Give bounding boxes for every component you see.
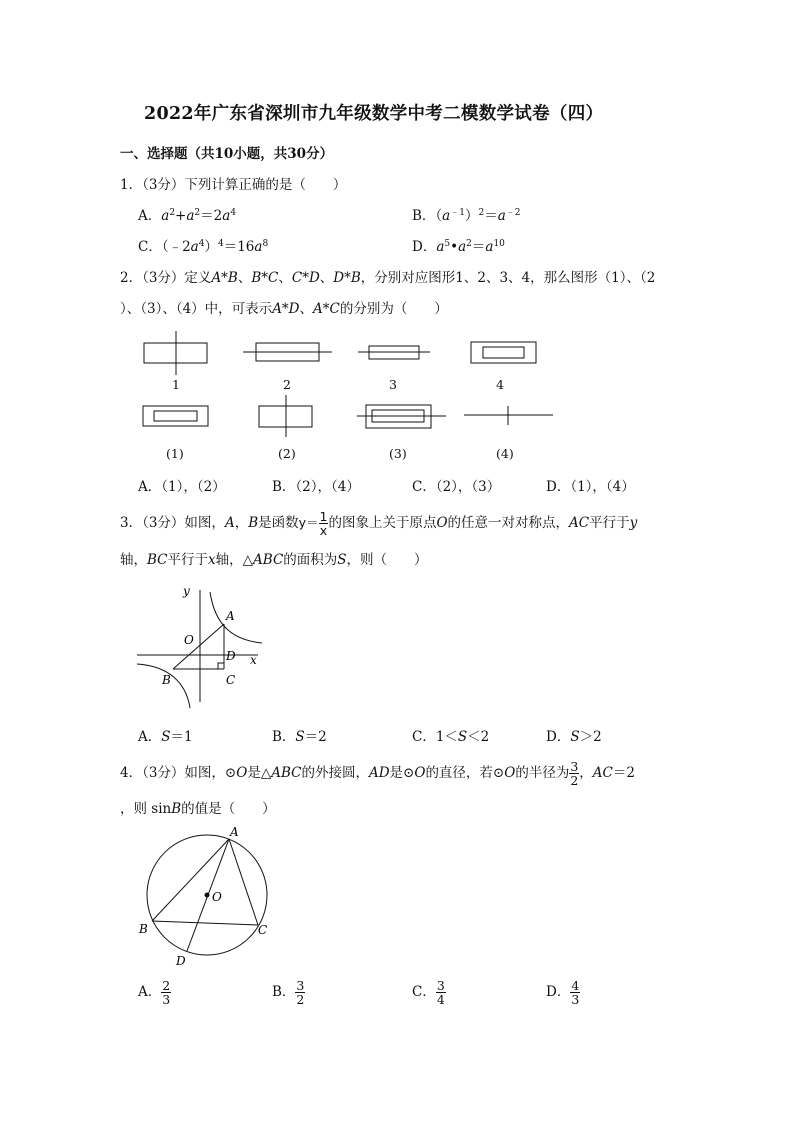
q2-fig-label-1: 1 [172,377,180,392]
q3-function-fraction: $\frac{1}{x}$ [319,509,328,538]
q2-fig-label-2: 2 [283,377,291,392]
q3-stem-line1: 3．（3分）如图，A，B是函数y＝ $\frac{1}{x}$ 的图象上关于原点O的任意一对对称点，AC平行于y [120,509,638,538]
q2-fig-label-(1): (1) [166,446,184,461]
q3-label-o: O [184,633,194,647]
q4-segment-ac [229,839,258,925]
q2-fig-label-(3): (3) [389,446,407,461]
q3-option-c: C．1＜S＜2 [412,729,490,745]
q3-option-a: A．S＝1 [138,729,193,745]
q4-option-b: B． $\frac{3}{2}$ [272,978,305,1007]
q3-label-d: D [226,649,236,663]
q3-label-y: y [183,584,190,598]
q4-segment-ab [152,839,229,921]
q1-option-d: D．$a^5•a^2=a^{10}$ [412,239,505,255]
q2-fig-label-(2): (2) [278,446,296,461]
q1-option-c: C．$(﹣2a^4)^4=16a^8$ [138,239,269,255]
q4-radius-fraction: $\frac{3}{2}$ [570,759,579,788]
q4-option-d: D． $\frac{4}{3}$ [546,978,580,1007]
q2-option-d: D．（1），（4） [546,479,635,495]
q4-label-c: C [258,923,268,937]
q2-stem-line1: 2．（3分）定义A*B、B*C、C*D、D*B，分别对应图形1、2、3、4，那么图形（1）、（2 [120,270,656,286]
q3-option-d: D．S＞2 [546,729,602,745]
q2-option-c: C．（2），（3） [412,479,501,495]
q3-stem-line2: 轴，BC平行于x轴，△ABC的面积为S，则（ ） [120,552,428,568]
q3-label-x: x [250,653,257,667]
q4-label-o: O [212,890,222,904]
q4-segment-bc [152,921,258,925]
q4-option-c: C． $\frac{3}{4}$ [412,978,445,1007]
q4-label-b: B [139,922,148,936]
q4-center-point [205,893,210,898]
q1-option-a: A．$a^2+a^2=2a^4$ [138,208,237,224]
q3-label-c: C [226,673,236,687]
q3-option-b: B．S＝2 [272,729,327,745]
q2-fig-label-(4): (4) [496,446,514,461]
q4-label-a: A [230,825,239,839]
page-title: 2022年广东省深圳市九年级数学中考二模数学试卷（四） [144,104,604,124]
q2-fig-label-3: 3 [389,377,397,392]
q4-stem-line2: ，则 sinB的值是（ ） [120,801,276,817]
q4-label-d: D [176,954,186,968]
q2-fig-label-4: 4 [496,377,504,392]
q2-stem-line2: ）、（3）、（4）中，可表示A*D、A*C的分别为（ ） [120,301,448,317]
q1-option-b: B．$(a^{﹣1})^2=a^{﹣2}$ [412,208,521,224]
q2-option-b: B．（2），（4） [272,479,360,495]
q4-stem-line1: 4．（3分）如图，⊙O是△ABC的外接圆，AD是⊙O的直径，若⊙O的半径为 $\frac{3}{2}$ ，AC＝2 [120,759,635,788]
q2-option-a: A．（1），（2） [138,479,226,495]
q1-stem: 1．（3分）下列计算正确的是（ ） [120,177,347,193]
q3-label-b: B [162,673,171,687]
section-heading: 一、选择题（共10小题，共30分） [120,146,334,162]
q4-option-a: A． $\frac{2}{3}$ [138,978,171,1007]
q3-label-a: A [226,609,235,623]
